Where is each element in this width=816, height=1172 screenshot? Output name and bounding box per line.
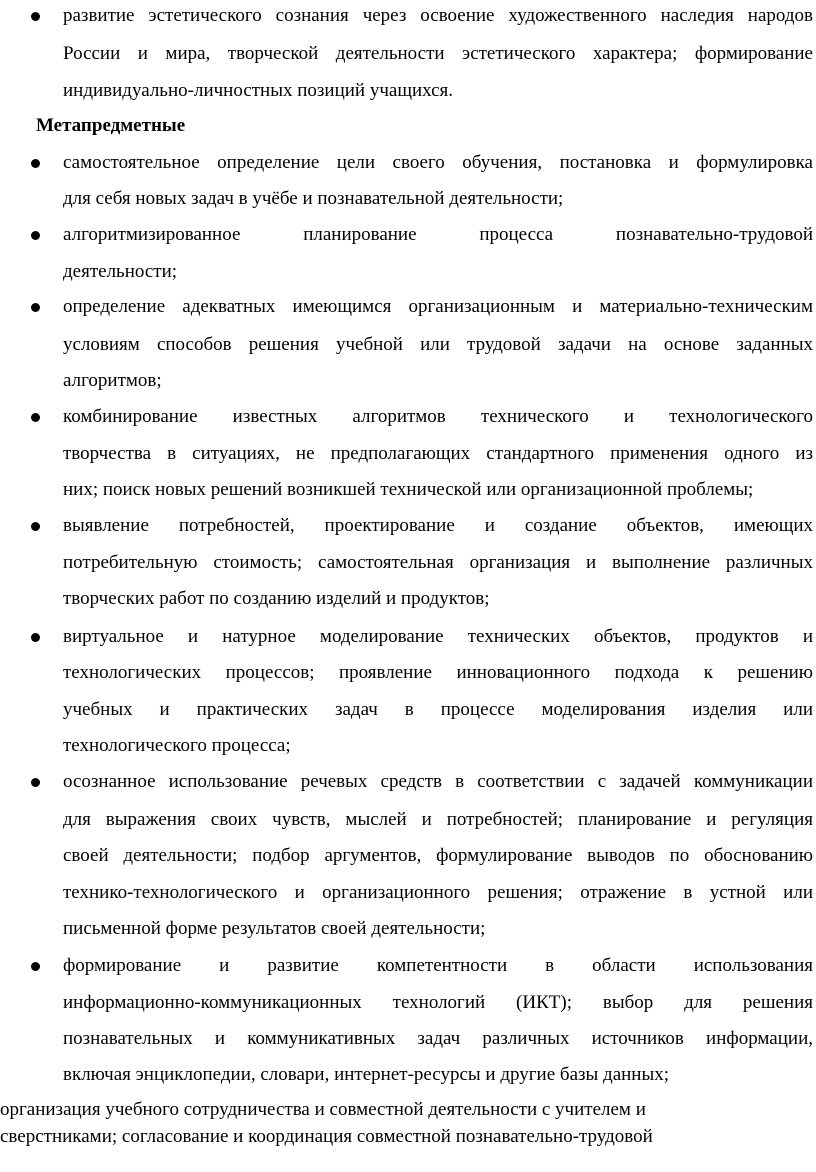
text-line: условиям способов решения учебной или трудовой задачи на основе заданных: [63, 334, 813, 355]
text-line: самостоятельное определение цели своего обучения, постановка и формулировка: [63, 152, 813, 173]
text-line: алгоритмов;: [63, 370, 162, 391]
text-line: виртуальное и натурное моделирование технических объектов, продуктов и: [63, 626, 813, 647]
text-line: деятельности;: [63, 261, 178, 282]
bullet-icon: [31, 159, 40, 168]
text-line: технологических процессов; проявление инновационного подхода к решению: [63, 662, 813, 683]
text-line: индивидуально-личностных позиций учащихся.: [63, 80, 453, 101]
text-line: сверстниками; согласование и координация совместной познавательно-трудовой: [0, 1126, 653, 1147]
text-line: них; поиск новых решений возникшей технической или организационной проблемы;: [63, 479, 754, 500]
bullet-icon: [31, 303, 40, 312]
text-line: технико-технологического и организационного решения; отражение в устной или: [63, 882, 813, 903]
bullet-icon: [31, 633, 40, 642]
text-line: для выражения своих чувств, мыслей и потребностей; планирование и регуляция: [63, 809, 813, 830]
text-line: включая энциклопедии, словари, интернет-ресурсы и другие базы данных;: [63, 1064, 670, 1085]
text-line: технологического процесса;: [63, 735, 291, 756]
text-line: России и мира, творческой деятельности эстетического характера; формирование: [63, 43, 813, 64]
text-line: письменной форме результатов своей деятельности;: [63, 918, 486, 939]
text-line: осознанное использование речевых средств в соответствии с задачей коммуникации: [63, 771, 813, 792]
text-line: определение адекватных имеющимся организационным и материально-техническим: [63, 296, 813, 317]
text-line: учебных и практических задач в процессе моделирования изделия или: [63, 699, 813, 720]
bullet-icon: [31, 231, 40, 240]
text-line: творческих работ по созданию изделий и продуктов;: [63, 588, 490, 609]
text-line: потребительную стоимость; самостоятельная организация и выполнение различных: [63, 552, 813, 573]
bullet-icon: [31, 962, 40, 971]
section-heading: Метапредметные: [36, 115, 186, 136]
bullet-icon: [31, 12, 40, 21]
text-line: своей деятельности; подбор аргументов, формулирование выводов по обоснованию: [63, 845, 813, 866]
text-line: развитие эстетического сознания через освоение художественного наследия народов: [63, 5, 813, 26]
text-line: для себя новых задач в учёбе и познавательной деятельности;: [63, 188, 564, 209]
text-line: алгоритмизированное планирование процесса познавательно-трудовой: [63, 224, 813, 245]
text-line: комбинирование известных алгоритмов технического и технологического: [63, 406, 813, 427]
text-line: формирование и развитие компетентности в области использования: [63, 955, 813, 976]
text-line: творчества в ситуациях, не предполагающих стандартного применения одного из: [63, 443, 813, 464]
bullet-icon: [31, 778, 40, 787]
bullet-icon: [31, 413, 40, 422]
text-line: выявление потребностей, проектирование и создание объектов, имеющих: [63, 515, 813, 536]
bullet-icon: [31, 522, 40, 531]
text-line: организация учебного сотрудничества и совместной деятельности с учителем и: [0, 1099, 646, 1120]
text-line: информационно-коммуникационных технологий (ИКТ); выбор для решения: [63, 992, 813, 1013]
text-line: познавательных и коммуникативных задач различных источников информации,: [63, 1028, 813, 1049]
